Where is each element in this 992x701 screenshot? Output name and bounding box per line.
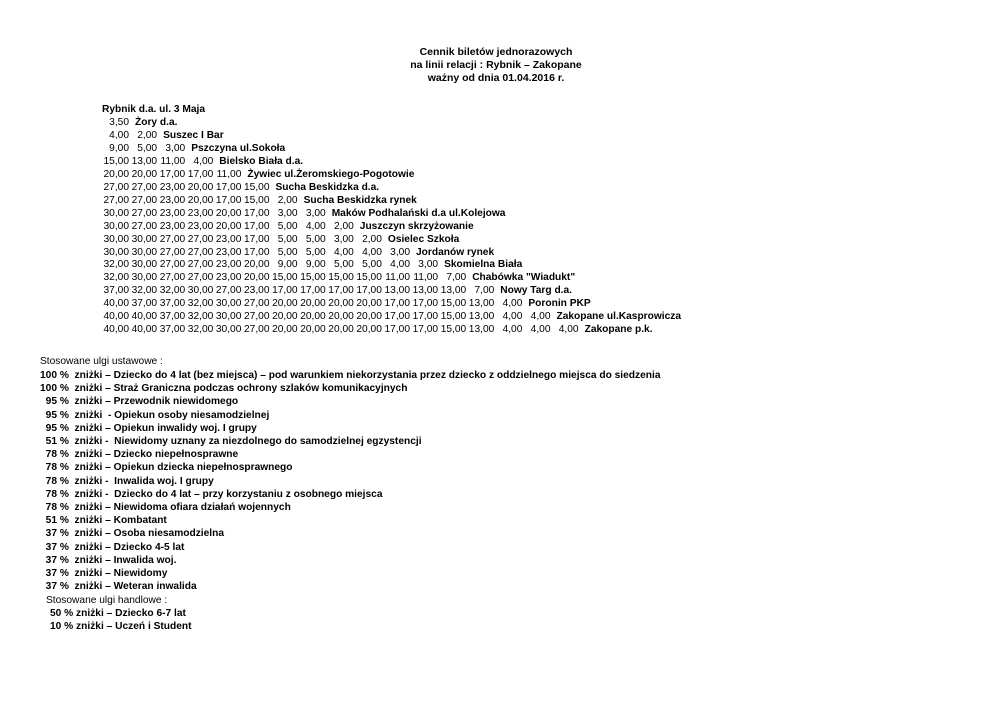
fare-price: 13,00	[412, 285, 439, 297]
fare-price: 9,00	[109, 142, 129, 154]
fare-price: 17,00	[412, 324, 439, 336]
fare-price: 5,00	[137, 142, 158, 154]
fare-price: 20,00	[328, 324, 354, 336]
statutory-discount-item: 78 % zniżki - Inwalida woj. I grupy	[40, 475, 214, 487]
fare-price: 27,00	[131, 181, 158, 193]
fare-price: 15,00	[103, 155, 129, 167]
fare-row	[0, 116, 992, 129]
fare-price: 27,00	[103, 181, 129, 193]
fare-price: 5,00	[277, 246, 298, 258]
fare-price: 23,00	[159, 181, 186, 193]
commercial-discount-item: 50 % zniżki – Dziecko 6-7 lat	[50, 608, 186, 619]
fare-price: 17,00	[215, 181, 242, 193]
fare-price: 3,00	[333, 233, 354, 245]
fare-price: 15,00	[440, 324, 467, 336]
fare-price: 30,00	[131, 272, 158, 284]
fare-price: 23,00	[159, 220, 186, 232]
fare-price: 27,00	[187, 246, 214, 258]
fare-price: 3,00	[390, 246, 410, 258]
fare-price: 2,00	[277, 194, 298, 206]
fare-price: 27,00	[131, 194, 158, 206]
fare-price: 27,00	[131, 220, 158, 232]
title-line-3: ważny od dnia 01.04.2016 r.	[427, 72, 565, 84]
statutory-discount-item: 100 % zniżki – Straż Graniczna podczas ochrony szlaków komunikacyjnych	[40, 383, 408, 395]
fare-price: 37,00	[103, 285, 129, 297]
fare-price: 15,00	[440, 311, 467, 323]
fare-price: 17,00	[412, 298, 439, 310]
fare-row	[0, 246, 992, 259]
fare-row	[0, 271, 992, 284]
fare-price: 2,00	[137, 129, 158, 141]
fare-price: 30,00	[131, 246, 158, 258]
fare-price: 7,00	[446, 272, 467, 284]
fare-stop-name: Sucha Beskidzka rynek	[303, 194, 417, 206]
fare-price: 13,00	[468, 311, 495, 323]
fare-price: 4,00	[530, 311, 551, 323]
fare-price: 11,00	[160, 155, 186, 167]
fare-price: 17,00	[412, 311, 439, 323]
fare-row	[0, 220, 992, 233]
fare-price: 23,00	[215, 246, 242, 258]
title-line-1: Cennik biletów jednorazowych	[419, 46, 573, 58]
fare-price: 32,00	[187, 298, 214, 310]
fare-price: 30,00	[103, 246, 129, 258]
fare-price: 20,00	[300, 298, 326, 310]
fare-price: 40,00	[131, 311, 158, 323]
fare-price: 17,00	[244, 207, 270, 219]
fare-row	[0, 142, 992, 155]
fare-price: 7,00	[474, 285, 495, 297]
first-stop: Rybnik d.a. ul. 3 Maja	[102, 104, 206, 115]
fare-price: 9,00	[277, 259, 298, 271]
fare-stop-name: Chabówka "Wiadukt"	[472, 272, 576, 284]
fare-price: 30,00	[103, 207, 129, 219]
fare-row	[0, 207, 992, 220]
fare-price: 27,00	[215, 285, 242, 297]
fare-price: 20,00	[300, 324, 326, 336]
fare-price: 23,00	[187, 207, 214, 219]
fare-price: 13,00	[131, 155, 158, 167]
fare-price: 20,00	[272, 311, 298, 323]
fare-stop-name: Pszczyna ul.Sokoła	[191, 142, 286, 154]
fare-price: 20,00	[272, 324, 298, 336]
fare-price: 30,00	[215, 311, 242, 323]
statutory-discount-item: 37 % zniżki – Dziecko 4-5 lat	[40, 541, 185, 553]
fare-price: 17,00	[384, 324, 410, 336]
statutory-discount-item: 95 % zniżki - Opiekun osoby niesamodzielnej	[40, 409, 270, 421]
statutory-discount-item: 95 % zniżki – Przewodnik niewidomego	[40, 396, 239, 408]
fare-price: 3,00	[305, 207, 326, 219]
fare-price: 20,00	[328, 298, 354, 310]
fare-price: 23,00	[215, 272, 242, 284]
fare-price: 4,00	[502, 324, 523, 336]
fare-price: 15,00	[440, 298, 467, 310]
fare-price: 27,00	[187, 233, 214, 245]
fare-price: 23,00	[187, 220, 214, 232]
fare-stop-name: Sucha Beskidzka d.a.	[275, 181, 380, 193]
fare-stop-name: Zakopane p.k.	[584, 324, 653, 336]
fare-price: 20,00	[131, 168, 158, 180]
statutory-discount-item: 51 % zniżki - Niewidomy uznany za niezdolnego do samodzielnej egzystencji	[40, 436, 422, 447]
fare-price: 3,00	[418, 259, 439, 271]
fare-price: 5,00	[277, 220, 298, 232]
fare-row	[0, 310, 992, 323]
fare-price: 17,00	[272, 285, 298, 297]
fare-price: 17,00	[215, 194, 242, 206]
fare-price: 17,00	[384, 311, 410, 323]
fare-price: 37,00	[159, 311, 186, 323]
fare-price: 17,00	[187, 168, 214, 180]
fare-price: 5,00	[305, 246, 326, 258]
fare-price: 20,00	[356, 311, 382, 323]
fare-price: 20,00	[215, 220, 242, 232]
fare-row	[0, 323, 992, 336]
fare-stop-name: Zakopane ul.Kasprowicza	[556, 311, 682, 323]
statutory-discount-item: 37 % zniżki – Weteran inwalida	[40, 581, 197, 593]
fare-price: 27,00	[103, 194, 129, 206]
fare-price: 30,00	[215, 298, 242, 310]
fare-price: 40,00	[103, 298, 129, 310]
fare-price: 4,00	[502, 298, 523, 310]
fare-price: 40,00	[131, 324, 158, 336]
fare-price: 15,00	[244, 181, 270, 193]
fare-price: 30,00	[187, 285, 214, 297]
statutory-discount-item: 78 % zniżki – Dziecko niepełnosprawne	[40, 449, 239, 461]
fare-price: 17,00	[244, 246, 270, 258]
statutory-discount-item: 100 % zniżki – Dziecko do 4 lat (bez miejsca) – pod warunkiem niekorzystania przez dziecko z oddzielnego miejsca do siedzenia	[40, 370, 661, 381]
fare-price: 27,00	[244, 324, 270, 336]
fare-row	[0, 258, 992, 271]
fare-price: 15,00	[328, 272, 354, 284]
fare-price: 17,00	[356, 285, 382, 297]
fare-price: 37,00	[159, 298, 186, 310]
commercial-discount-item: 10 % zniżki – Uczeń i Student	[50, 621, 192, 633]
fare-price: 3,00	[277, 207, 298, 219]
statutory-discount-item: 78 % zniżki - Dziecko do 4 lat – przy korzystaniu z osobnego miejsca	[40, 488, 383, 500]
fare-price: 20,00	[244, 272, 270, 284]
fare-price: 40,00	[103, 311, 129, 323]
fare-row	[0, 181, 992, 194]
fare-price: 17,00	[328, 285, 354, 297]
statutory-heading: Stosowane ulgi ustawowe :	[40, 356, 163, 367]
fare-row	[0, 129, 992, 142]
fare-price: 23,00	[159, 194, 186, 206]
fare-price: 30,00	[103, 233, 129, 245]
fare-price: 27,00	[159, 259, 186, 271]
fare-price: 2,00	[362, 233, 382, 245]
fare-stop-name: Poronin PKP	[528, 298, 591, 310]
fare-price: 27,00	[187, 259, 214, 271]
fare-price: 37,00	[159, 324, 186, 336]
fare-stop-name: Osielec Szkoła	[387, 233, 460, 245]
fare-price: 23,00	[159, 207, 186, 219]
fare-price: 20,00	[103, 168, 129, 180]
fare-row	[0, 284, 992, 297]
fare-price: 4,00	[305, 220, 326, 232]
fare-row	[0, 297, 992, 310]
fare-price: 23,00	[244, 285, 270, 297]
fare-price: 4,00	[530, 324, 551, 336]
fare-price: 17,00	[244, 233, 270, 245]
fare-price: 27,00	[187, 272, 214, 284]
fare-price: 23,00	[215, 233, 242, 245]
fare-price: 32,00	[131, 285, 158, 297]
fare-price: 30,00	[103, 220, 129, 232]
fare-price: 4,00	[390, 259, 410, 271]
fare-price: 20,00	[187, 194, 214, 206]
fare-price: 27,00	[244, 298, 270, 310]
fare-stop-name: Żory d.a.	[135, 117, 178, 128]
fare-price: 4,00	[109, 129, 129, 141]
statutory-discount-item: 78 % zniżki – Niewidoma ofiara działań wojennych	[40, 502, 291, 513]
fare-stop-name: Żywiec ul.Żeromskiego-Pogotowie	[247, 168, 415, 180]
fare-price: 13,00	[384, 285, 410, 297]
fare-price: 11,00	[216, 168, 242, 180]
fare-price: 5,00	[362, 259, 382, 271]
fare-price: 20,00	[187, 181, 214, 193]
commercial-heading: Stosowane ulgi handlowe :	[46, 595, 168, 606]
fare-price: 32,00	[187, 311, 214, 323]
fare-price: 17,00	[159, 168, 186, 180]
fare-price: 15,00	[300, 272, 326, 284]
fare-price: 4,00	[193, 155, 214, 167]
fare-price: 2,00	[333, 220, 354, 232]
fare-stop-name: Skomielna Biała	[444, 259, 523, 271]
title-line-2: na linii relacji : Rybnik – Zakopane	[410, 59, 582, 71]
fare-price: 17,00	[300, 285, 326, 297]
fare-price: 20,00	[215, 207, 242, 219]
fare-price: 3,00	[165, 142, 186, 154]
fare-price: 13,00	[468, 298, 495, 310]
fare-price: 30,00	[215, 324, 242, 336]
fare-price: 20,00	[244, 259, 270, 271]
fare-row	[0, 233, 992, 246]
fare-price: 13,00	[468, 324, 495, 336]
fare-price: 37,00	[131, 298, 158, 310]
fare-price: 11,00	[413, 272, 439, 284]
fare-price: 4,00	[362, 246, 382, 258]
fare-price: 9,00	[305, 259, 326, 271]
fare-stop-name: Nowy Targ d.a.	[500, 285, 572, 297]
fare-stop-name: Juszczyn skrzyżowanie	[359, 220, 474, 232]
fare-price: 4,00	[333, 246, 354, 258]
fare-price: 5,00	[333, 259, 354, 271]
fare-price: 20,00	[272, 298, 298, 310]
fare-price: 20,00	[300, 311, 326, 323]
fare-price: 27,00	[159, 233, 186, 245]
fare-price: 5,00	[277, 233, 298, 245]
fare-row	[0, 168, 992, 181]
fare-price: 32,00	[103, 259, 129, 271]
fare-price: 15,00	[272, 272, 298, 284]
fare-price: 32,00	[187, 324, 214, 336]
fare-price: 5,00	[305, 233, 326, 245]
fare-price: 15,00	[244, 194, 270, 206]
statutory-discount-item: 37 % zniżki – Inwalida woj.	[40, 554, 177, 566]
fare-price: 32,00	[103, 272, 129, 284]
statutory-discount-item: 78 % zniżki – Opiekun dziecka niepełnosprawnego	[40, 462, 293, 474]
fare-price: 13,00	[440, 285, 467, 297]
fare-price: 15,00	[356, 272, 382, 284]
fare-price: 30,00	[131, 233, 158, 245]
fare-stop-name: Maków Podhalański d.a ul.Kolejowa	[331, 207, 506, 219]
fare-price: 27,00	[244, 311, 270, 323]
fare-price: 20,00	[356, 298, 382, 310]
fare-price: 27,00	[159, 272, 186, 284]
statutory-discount-item: 51 % zniżki – Kombatant	[40, 515, 167, 527]
fare-price: 40,00	[103, 324, 129, 336]
fare-stop-name: Suszec I Bar	[163, 129, 224, 141]
fare-price: 23,00	[215, 259, 242, 271]
fare-price: 4,00	[558, 324, 579, 336]
statutory-discount-item: 95 % zniżki – Opiekun inwalidy woj. I grupy	[40, 422, 257, 434]
fare-price: 17,00	[384, 298, 410, 310]
statutory-discount-item: 37 % zniżki – Osoba niesamodzielna	[40, 528, 225, 540]
fare-price: 4,00	[502, 311, 523, 323]
fare-price: 20,00	[356, 324, 382, 336]
fare-price: 17,00	[244, 220, 270, 232]
fare-price: 30,00	[131, 259, 158, 271]
fare-row	[0, 194, 992, 207]
fare-price: 11,00	[385, 272, 410, 284]
fare-price: 3,50	[109, 117, 129, 128]
fare-price: 27,00	[131, 207, 158, 219]
fare-stop-name: Jordanów rynek	[416, 246, 495, 258]
fare-row	[0, 155, 992, 168]
fare-price: 27,00	[159, 246, 186, 258]
fare-stop-name: Bielsko Biała d.a.	[219, 155, 304, 167]
fare-price: 32,00	[159, 285, 186, 297]
statutory-discount-item: 37 % zniżki – Niewidomy	[40, 568, 168, 579]
fare-price: 20,00	[328, 311, 354, 323]
